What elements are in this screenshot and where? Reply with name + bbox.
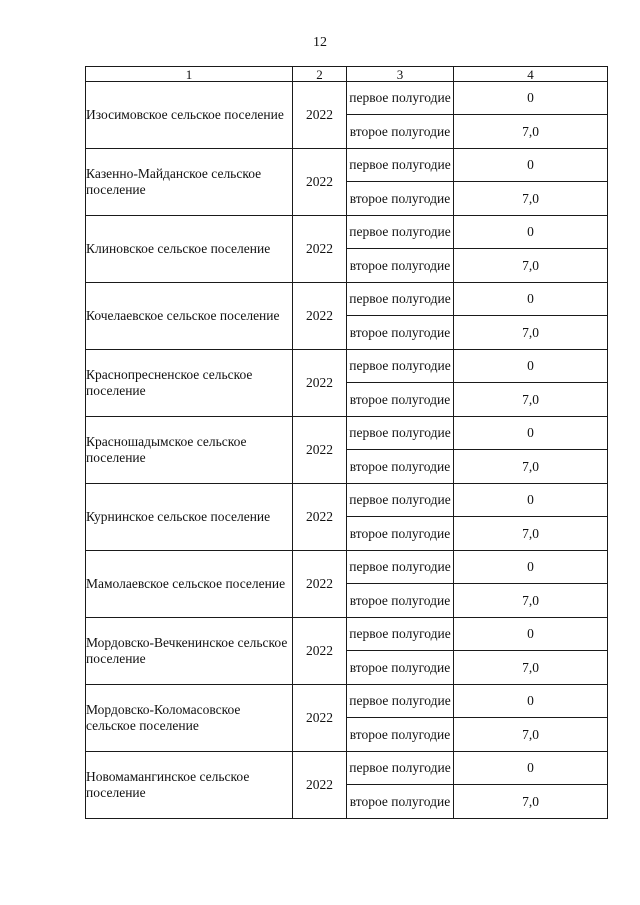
value-cell: 0 <box>454 350 608 383</box>
period-cell: второе полугодие <box>347 718 454 752</box>
year-cell: 2022 <box>293 149 347 216</box>
table-row <box>86 551 608 584</box>
settlement-name-cell: Красношадымское сельское поселение <box>86 417 293 484</box>
value-cell: 0 <box>454 618 608 651</box>
year-cell: 2022 <box>293 685 347 752</box>
year-cell: 2022 <box>293 551 347 618</box>
table-row <box>86 82 608 115</box>
period-cell: первое полугодие <box>347 216 454 249</box>
value-cell: 7,0 <box>454 316 608 350</box>
value-cell: 7,0 <box>454 249 608 283</box>
year-cell: 2022 <box>293 350 347 417</box>
header-row <box>86 67 608 82</box>
period-cell: первое полугодие <box>347 350 454 383</box>
period-cell: первое полугодие <box>347 685 454 718</box>
table-row <box>86 484 608 517</box>
year-cell: 2022 <box>293 283 347 350</box>
table-row <box>86 618 608 651</box>
period-cell: второе полугодие <box>347 249 454 283</box>
period-cell: первое полугодие <box>347 283 454 316</box>
period-cell: первое полугодие <box>347 484 454 517</box>
period-cell: второе полугодие <box>347 584 454 618</box>
year-cell: 2022 <box>293 417 347 484</box>
value-cell: 7,0 <box>454 517 608 551</box>
table-row <box>86 417 608 450</box>
table-row <box>86 685 608 718</box>
period-cell: первое полугодие <box>347 149 454 182</box>
value-cell: 0 <box>454 82 608 115</box>
year-cell: 2022 <box>293 216 347 283</box>
period-cell: второе полугодие <box>347 450 454 484</box>
value-cell: 0 <box>454 149 608 182</box>
settlement-name-cell: Мордовско-Вечкенинское сельское поселение <box>86 618 293 685</box>
value-cell: 7,0 <box>454 651 608 685</box>
period-cell: первое полугодие <box>347 752 454 785</box>
settlement-name-cell: Новомамангинское сельское поселение <box>86 752 293 819</box>
page-number: 12 <box>313 35 327 50</box>
value-cell: 0 <box>454 685 608 718</box>
settlement-name-cell: Изосимовское сельское поселение <box>86 82 293 149</box>
settlement-name-cell: Кочелаевское сельское поселение <box>86 283 293 350</box>
year-cell: 2022 <box>293 484 347 551</box>
year-cell: 2022 <box>293 82 347 149</box>
settlement-name-cell: Казенно-Майданское сельское поселение <box>86 149 293 216</box>
period-cell: первое полугодие <box>347 551 454 584</box>
value-cell: 0 <box>454 551 608 584</box>
column-header-3: 3 <box>347 67 454 82</box>
table-row <box>86 149 608 182</box>
column-header-4: 4 <box>454 67 608 82</box>
table-row <box>86 350 608 383</box>
data-table <box>85 66 608 819</box>
value-cell: 7,0 <box>454 718 608 752</box>
value-cell: 0 <box>454 417 608 450</box>
column-header-2: 2 <box>293 67 347 82</box>
period-cell: второе полугодие <box>347 115 454 149</box>
period-cell: второе полугодие <box>347 517 454 551</box>
settlement-name-cell: Мордовско-Коломасовское сельское поселение <box>86 685 293 752</box>
settlement-name-cell: Клиновское сельское поселение <box>86 216 293 283</box>
value-cell: 0 <box>454 484 608 517</box>
value-cell: 7,0 <box>454 450 608 484</box>
settlement-name-cell: Краснопресненское сельское поселение <box>86 350 293 417</box>
column-header-1: 1 <box>86 67 293 82</box>
value-cell: 7,0 <box>454 182 608 216</box>
period-cell: второе полугодие <box>347 316 454 350</box>
period-cell: второе полугодие <box>347 383 454 417</box>
value-cell: 7,0 <box>454 383 608 417</box>
value-cell: 7,0 <box>454 115 608 149</box>
value-cell: 7,0 <box>454 785 608 819</box>
table-row <box>86 216 608 249</box>
period-cell: второе полугодие <box>347 785 454 819</box>
value-cell: 0 <box>454 752 608 785</box>
table-body <box>86 82 608 819</box>
table-row <box>86 752 608 785</box>
table-row <box>86 283 608 316</box>
period-cell: второе полугодие <box>347 651 454 685</box>
value-cell: 0 <box>454 216 608 249</box>
value-cell: 7,0 <box>454 584 608 618</box>
period-cell: первое полугодие <box>347 618 454 651</box>
value-cell: 0 <box>454 283 608 316</box>
year-cell: 2022 <box>293 618 347 685</box>
settlement-name-cell: Мамолаевское сельское поселение <box>86 551 293 618</box>
year-cell: 2022 <box>293 752 347 819</box>
period-cell: второе полугодие <box>347 182 454 216</box>
settlement-name-cell: Курнинское сельское поселение <box>86 484 293 551</box>
period-cell: первое полугодие <box>347 82 454 115</box>
period-cell: первое полугодие <box>347 417 454 450</box>
